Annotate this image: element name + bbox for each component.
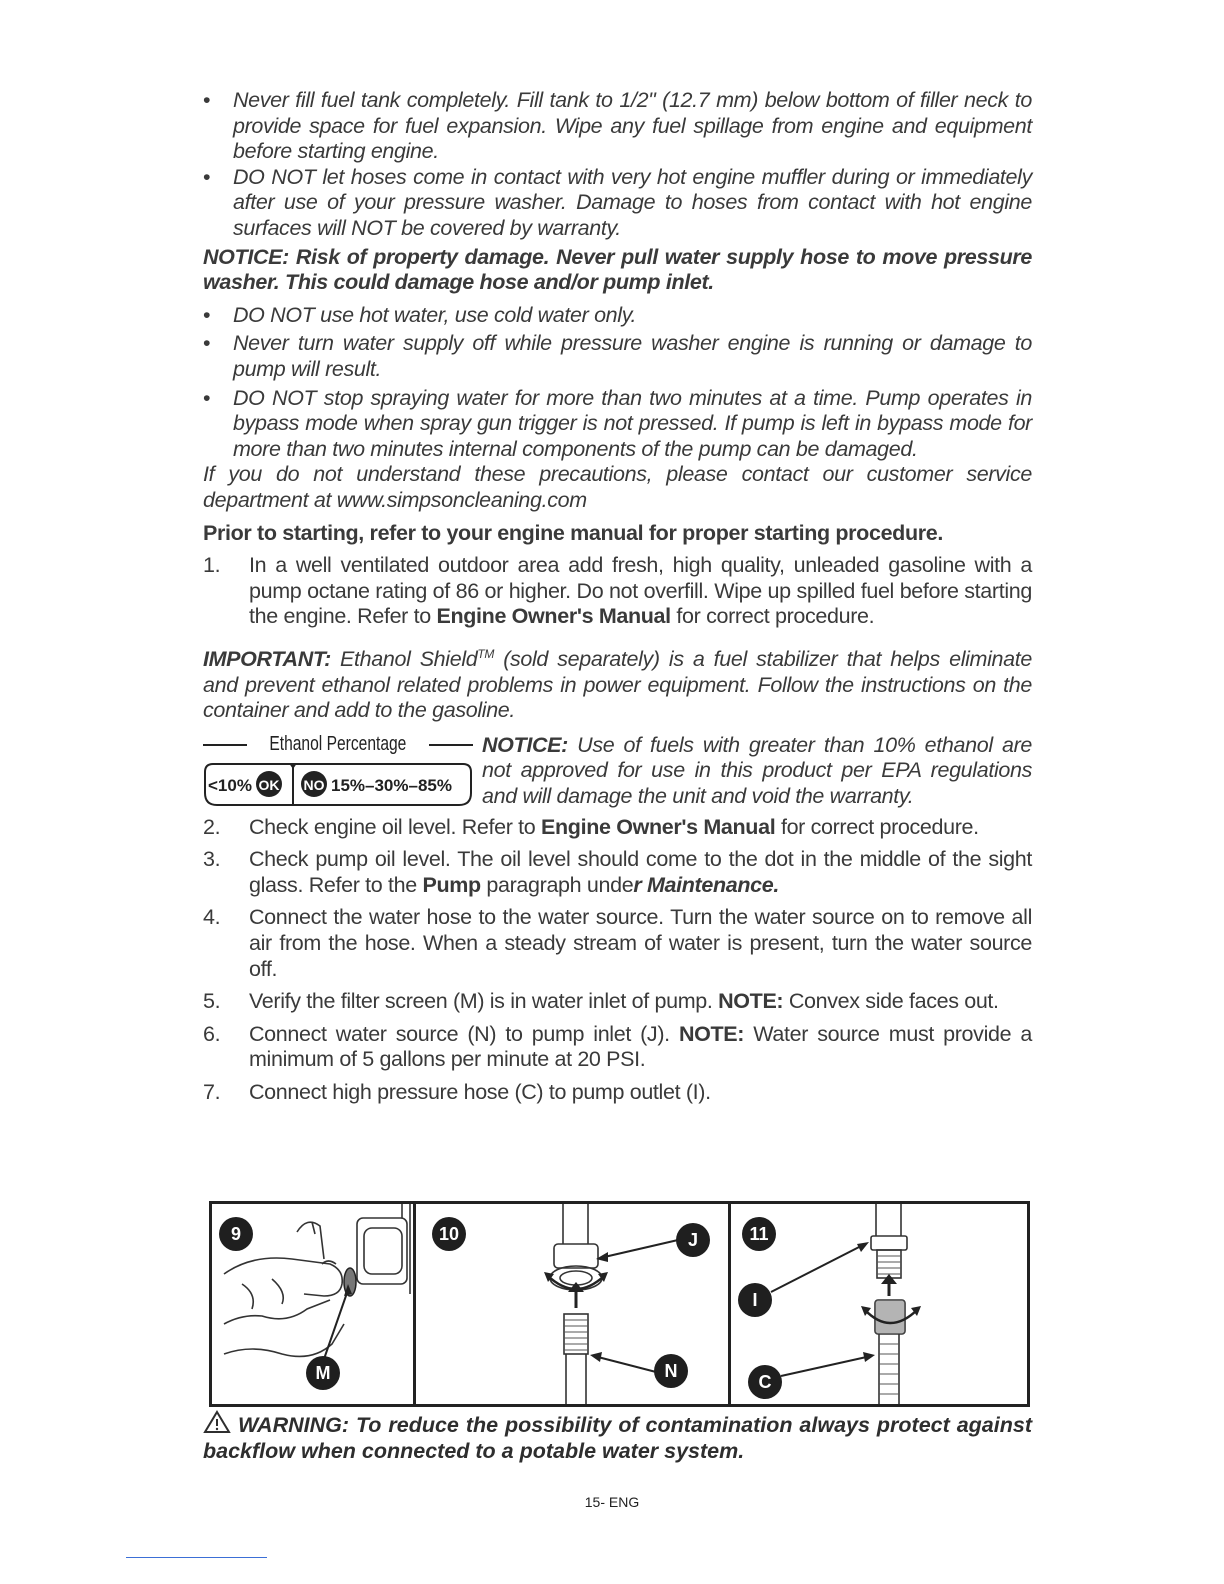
figure-number-badge: 11 xyxy=(742,1217,776,1251)
step-number: 5. xyxy=(203,989,221,1014)
step-item: 3. Check pump oil level. The oil level should come to the dot in the middle of the sight glass. Refer to the Pump paragraph under Maintenance. xyxy=(203,847,1032,897)
step-number: 3. xyxy=(203,847,221,872)
callout-J: J xyxy=(676,1223,710,1257)
list-item: • DO NOT let hoses come in contact with very hot engine muffler during or immediately after use of your pressure washer. Damage to hoses from contact with hot engine surfaces will NOT be covered by warranty. xyxy=(203,165,1032,242)
notice-label: NOTICE: xyxy=(482,732,568,757)
notice-label: NOTICE: xyxy=(203,244,289,269)
ok-label: OK xyxy=(258,776,280,793)
important-paragraph: IMPORTANT: Ethanol Shield™ (sold separately) is a fuel stabilizer that helps eliminate and prevent ethanol related problems in power equipment. Follow the instructions on the container and add to the gasoline. xyxy=(203,646,1032,723)
ethanol-title-row xyxy=(203,733,473,757)
warning-triangle-icon xyxy=(203,1410,231,1434)
callout-C: C xyxy=(748,1365,782,1399)
step-number: 7. xyxy=(203,1079,221,1104)
step-item: 4. Connect the water hose to the water source. Turn the water source on to remove all air from the hose. When a steady stream of water is present, turn the water source off. xyxy=(203,905,1032,981)
contact-paragraph: If you do not understand these precautions, please contact our customer service department at www.simpsoncleaning.com xyxy=(203,462,1032,512)
step-item: 6. Connect water source (N) to pump inlet (J). NOTE: Water source must provide a minimum of 5 gallons per minute at 20 PSI. xyxy=(203,1021,1032,1072)
figure-9 xyxy=(212,1204,413,1404)
ethanol-notice: NOTICE: Use of fuels with greater than 10% ethanol are not approved for use in this product per EPA regulations and will damage the unit and void the warranty. xyxy=(482,732,1032,808)
step-item: 2. Check engine oil level. Refer to Engine Owner's Manual for correct procedure. xyxy=(203,814,979,839)
figure-11 xyxy=(728,1204,1027,1404)
list-item: • DO NOT use hot water, use cold water only. xyxy=(203,303,1032,329)
no-label: NO xyxy=(303,776,325,793)
step-item: 7. Connect high pressure hose (C) to pump outlet (I). xyxy=(203,1079,711,1104)
step-number: 6. xyxy=(203,1021,221,1046)
list-item: • Never fill fuel tank completely. Fill tank to 1/2" (12.7 mm) below bottom of filler neck to provide space for fuel expansion. Wipe any fuel spillage from engine and equipment before starting engine. xyxy=(203,88,1032,165)
page-content xyxy=(203,88,1032,1106)
figure-number-badge: 9 xyxy=(219,1217,253,1251)
warning-paragraph xyxy=(203,1410,1032,1464)
notice-text: Risk of property damage. Never pull water supply hose to move pressure washer. This could damage hose and/or pump inlet. xyxy=(203,244,1032,295)
step-list-1 xyxy=(203,553,1032,630)
step-number: 2. xyxy=(203,814,221,839)
ethanol-gauge-graphic xyxy=(203,763,473,811)
callout-M: M xyxy=(306,1356,340,1390)
list-item: • DO NOT stop spraying water for more than two minutes at a time. Pump operates in bypass mode when spray gun trigger is not pressed. If pump is left in bypass mode for more than two minutes internal components of the pump can be damaged. xyxy=(203,386,1032,463)
figure-10 xyxy=(413,1204,728,1404)
ethanol-low-label: <10% xyxy=(208,775,252,795)
page-number: 15- ENG xyxy=(584,1494,640,1510)
step-item: 5. Verify the filter screen (M) is in water inlet of pump. NOTE: Convex side faces out. xyxy=(203,989,999,1014)
ethanol-title: Ethanol Percentage xyxy=(269,733,407,756)
ethanol-section xyxy=(203,733,1032,810)
notice-property-damage xyxy=(203,245,1032,296)
step-number: 1. xyxy=(203,553,221,578)
bullet-list-mid xyxy=(203,303,1032,463)
figure-number-badge: 10 xyxy=(432,1217,466,1251)
figure-strip xyxy=(209,1201,1030,1407)
page-divider xyxy=(126,1557,267,1558)
callout-I: I xyxy=(738,1283,772,1317)
list-item: • Never turn water supply off while pressure washer engine is running or damage to pump will result. xyxy=(203,331,1032,382)
step-list-2 xyxy=(203,815,1032,1106)
ethanol-high-label: 15%–30%–85% xyxy=(331,775,452,795)
callout-N: N xyxy=(654,1354,688,1388)
important-label: IMPORTANT: xyxy=(203,647,331,672)
ethanol-percentage-gauge xyxy=(203,733,473,807)
ethanol-gauge-body xyxy=(203,763,473,807)
bullet-list-top xyxy=(203,88,1032,242)
step-number: 4. xyxy=(203,905,221,930)
prior-to-starting-heading: Prior to starting, refer to your engine manual for proper starting procedure. xyxy=(203,520,943,545)
step-item: 1. In a well ventilated outdoor area add fresh, high quality, unleaded gasoline with a pump octane rating of 86 or higher. Do not overfill. Wipe up spilled fuel before starting the engine. Refer to Engine Owner's Manual for correct procedure. xyxy=(203,553,1032,629)
warning-text: WARNING: To reduce the possibility of contamination always protect against backflow when connected to a potable water system. xyxy=(203,1413,1032,1463)
